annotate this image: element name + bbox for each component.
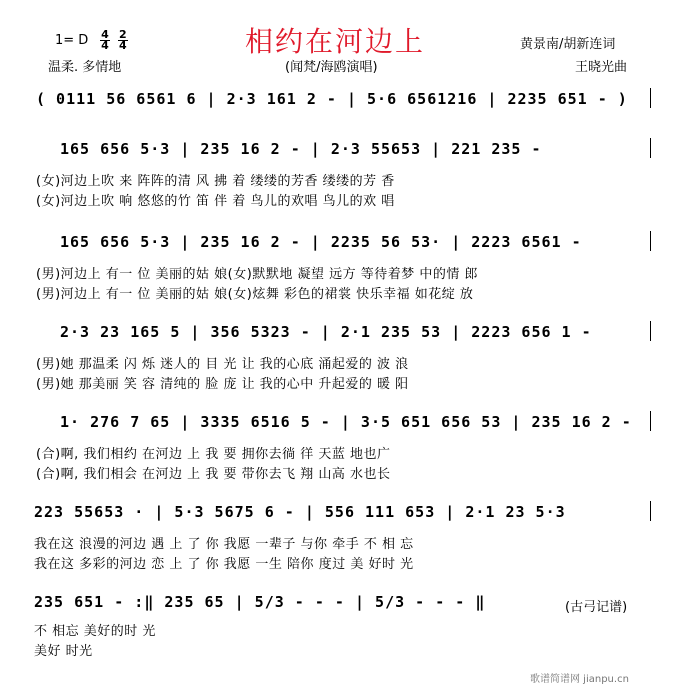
bar-line: [650, 88, 651, 108]
lyric-line-6a: 我在这 浪漫的河边 遇 上 了 你 我愿 一辈子 与你 牵手 不 相 忘: [34, 537, 414, 552]
lyric-line-3a: (男)河边上 有一 位 美丽的姑 娘(女)默默地 凝望 远方 等待着梦 中的情 郎: [36, 267, 478, 282]
score-line-6: 223 55653 · | 5·3 5675 6 - | 556 111 653 | 2·1 23 5·3: [34, 503, 566, 521]
score-line-2: 165 656 5·3 | 235 16 2 - | 2·3 55653 | 221 235 -: [60, 140, 542, 158]
lyric-line-4b: (男)她 那美丽 笑 容 清纯的 脸 庞 让 我的心中 升起爱的 暖 阳: [36, 377, 409, 392]
lyric-line-7b: 美好 时光: [34, 644, 93, 659]
time-signature: $\frac{4}{4}$ $\frac{2}{4}$: [101, 28, 127, 52]
lyric-line-7a: 不 相忘 美好的时 光: [34, 624, 156, 639]
score-line-3: 165 656 5·3 | 235 16 2 - | 2235 56 53· | 2223 6561 -: [60, 233, 582, 251]
bar-line: [650, 138, 651, 158]
notation-credit: (古弓记谱): [565, 600, 628, 615]
lyric-line-2b: (女)河边上吹 响 悠悠的竹 笛 伴 着 鸟儿的欢唱 鸟儿的欢 唱: [36, 194, 395, 209]
lyric-line-3b: (男)河边上 有一 位 美丽的姑 娘(女)炫舞 彩色的裙裳 快乐幸福 如花绽 放: [36, 287, 474, 302]
bar-line: [650, 321, 651, 341]
score-line-1: ( 0111 56 6561 6 | 2·3 161 2 - | 5·6 6561216 | 2235 651 - ): [36, 90, 628, 108]
score-line-7: 235 651 - :‖ 235 65 | 5/3 - - - | 5/3 - - - ‖: [34, 593, 486, 611]
lyric-line-2a: (女)河边上吹 来 阵阵的清 风 拂 着 缕缕的芳香 缕缕的芳 香: [36, 174, 395, 189]
lyricist: 黄景南/胡新连词: [520, 37, 616, 52]
composer: 王晓光曲: [575, 60, 628, 75]
song-title: 相约在河边上: [245, 25, 426, 58]
lyric-line-6b: 我在这 多彩的河边 恋 上 了 你 我愿 一生 陪你 度过 美 好时 光: [34, 557, 414, 572]
lyric-line-5a: (合)啊, 我们相约 在河边 上 我 要 拥你去徜 徉 天蓝 地也广: [36, 447, 391, 462]
expression-marking: 温柔. 多情地: [48, 60, 122, 75]
bar-line: [650, 411, 651, 431]
lyric-line-5b: (合)啊, 我们相会 在河边 上 我 要 带你去飞 翔 山高 水也长: [36, 467, 391, 482]
key-signature: 1= D: [55, 33, 89, 48]
watermark: 歌谱简谱网 jianpu.cn: [530, 674, 629, 685]
score-line-5: 1· 276 7 65 | 3335 6516 5 - | 3·5 651 656 53 | 235 16 2 -: [60, 413, 632, 431]
bar-line: [650, 501, 651, 521]
score-line-4: 2·3 23 165 5 | 356 5323 - | 2·1 235 53 | 2223 656 1 -: [60, 323, 592, 341]
performers: (闻梵/海鸥演唱): [285, 60, 378, 75]
lyric-line-4a: (男)她 那温柔 闪 烁 迷人的 目 光 让 我的心底 涌起爱的 波 浪: [36, 357, 409, 372]
bar-line: [650, 231, 651, 251]
